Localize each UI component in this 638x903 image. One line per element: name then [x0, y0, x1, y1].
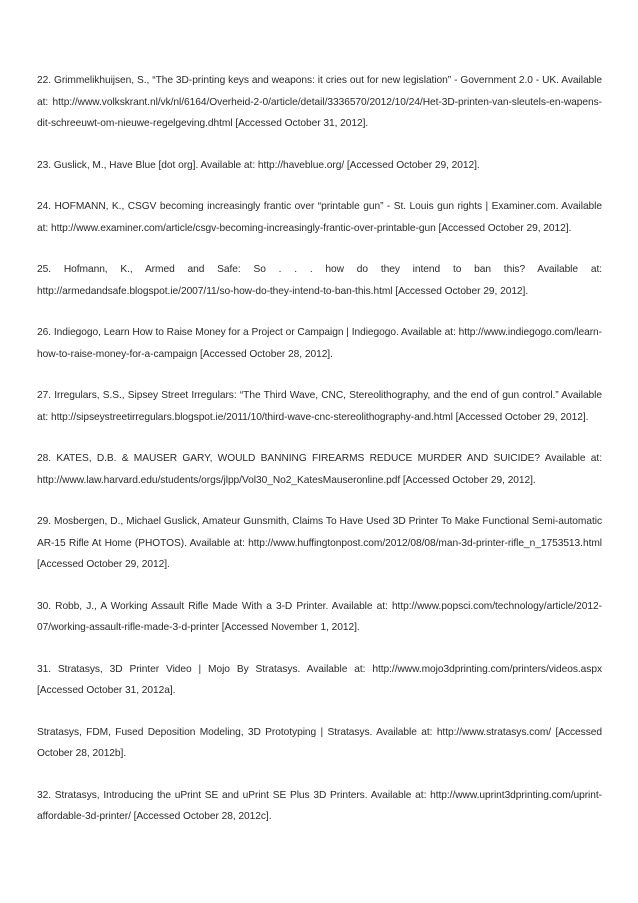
reference-27: 27. Irregulars, S.S., Sipsey Street Irregulars: “The Third Wave, CNC, Stereolithography, and the end of gun control.” Available at: http://sipseystreetirregulars.blogspot.ie/2011/10/third-wave-cnc-stereolithography-and.html [Accessed October 29, 2012]. [37, 390, 602, 423]
reference-30: 30. Robb, J., A Working Assault Rifle Made With a 3-D Printer. Available at: http://www.popsci.com/technology/article/2012-07/working-assault-rifle-made-3-d-printer [Accessed November 1, 2012]. [37, 600, 602, 633]
reference-26: 26. Indiegogo, Learn How to Raise Money for a Project or Campaign | Indiegogo. Available at: http://www.indiegogo.com/learn-how-to-raise-money-for-a-campaign [Accessed October 28, 2012]. [37, 327, 602, 360]
reference-list [37, 70, 602, 828]
reference-25: 25. Hofmann, K., Armed and Safe: So . . . how do they intend to ban this? Available at: http://armedandsafe.blogspot.ie/2007/11/so-how-do-they-intend-to-ban-this.html [Accessed October 29, 2012]. [37, 264, 602, 297]
reference-28: 28. KATES, D.B. & MAUSER GARY, WOULD BANNING FIREARMS REDUCE MURDER AND SUICIDE? Available at: http://www.law.harvard.edu/students/orgs/jlpp/Vol30_No2_KatesMauseronline.pdf [Accessed October 29, 2012]. [37, 453, 602, 486]
reference-24: 24. HOFMANN, K., CSGV becoming increasingly frantic over “printable gun” - St. Louis gun rights | Examiner.com. Available at: http://www.examiner.com/article/csgv-becoming-increasingly-frantic-over-printable-gun [Accessed October 29, 2012]. [37, 201, 602, 234]
reference-23: 23. Guslick, M., Have Blue [dot org]. Available at: http://haveblue.org/ [Accessed October 29, 2012]. [37, 159, 480, 171]
reference-22: 22. Grimmelikhuijsen, S., “The 3D-printing keys and weapons: it cries out for new legislation” - Government 2.0 - UK. Available at: http://www.volkskrant.nl/vk/nl/6164/Overheid-2-0/article/detail/3336570/2012/10/24/Het-3D-printen-van-sleutels-en-wapens-dit-schreeuwt-om-nieuwe-regelgeving.dhtml [Accessed October 31, 2012]. [37, 75, 602, 129]
reference-29: 29. Mosbergen, D., Michael Guslick, Amateur Gunsmith, Claims To Have Used 3D Printer To Make Functional Semi-automatic AR-15 Rifle At Home (PHOTOS). Available at: http://www.huffingtonpost.com/2012/08/08/man-3d-printer-rifle_n_1753513.html [Accessed October 29, 2012]. [37, 516, 602, 570]
reference-32: 32. Stratasys, Introducing the uPrint SE and uPrint SE Plus 3D Printers. Available at: http://www.uprint3dprinting.com/uprint-affordable-3d-printer/ [Accessed October 28, 2012c]. [37, 789, 602, 822]
reference-31b: Stratasys, FDM, Fused Deposition Modeling, 3D Prototyping | Stratasys. Available at: http://www.stratasys.com/ [Accessed October 28, 2012b]. [37, 726, 602, 759]
reference-31: 31. Stratasys, 3D Printer Video | Mojo By Stratasys. Available at: http://www.mojo3dprinting.com/printers/videos.aspx [Accessed October 31, 2012a]. [37, 663, 602, 696]
